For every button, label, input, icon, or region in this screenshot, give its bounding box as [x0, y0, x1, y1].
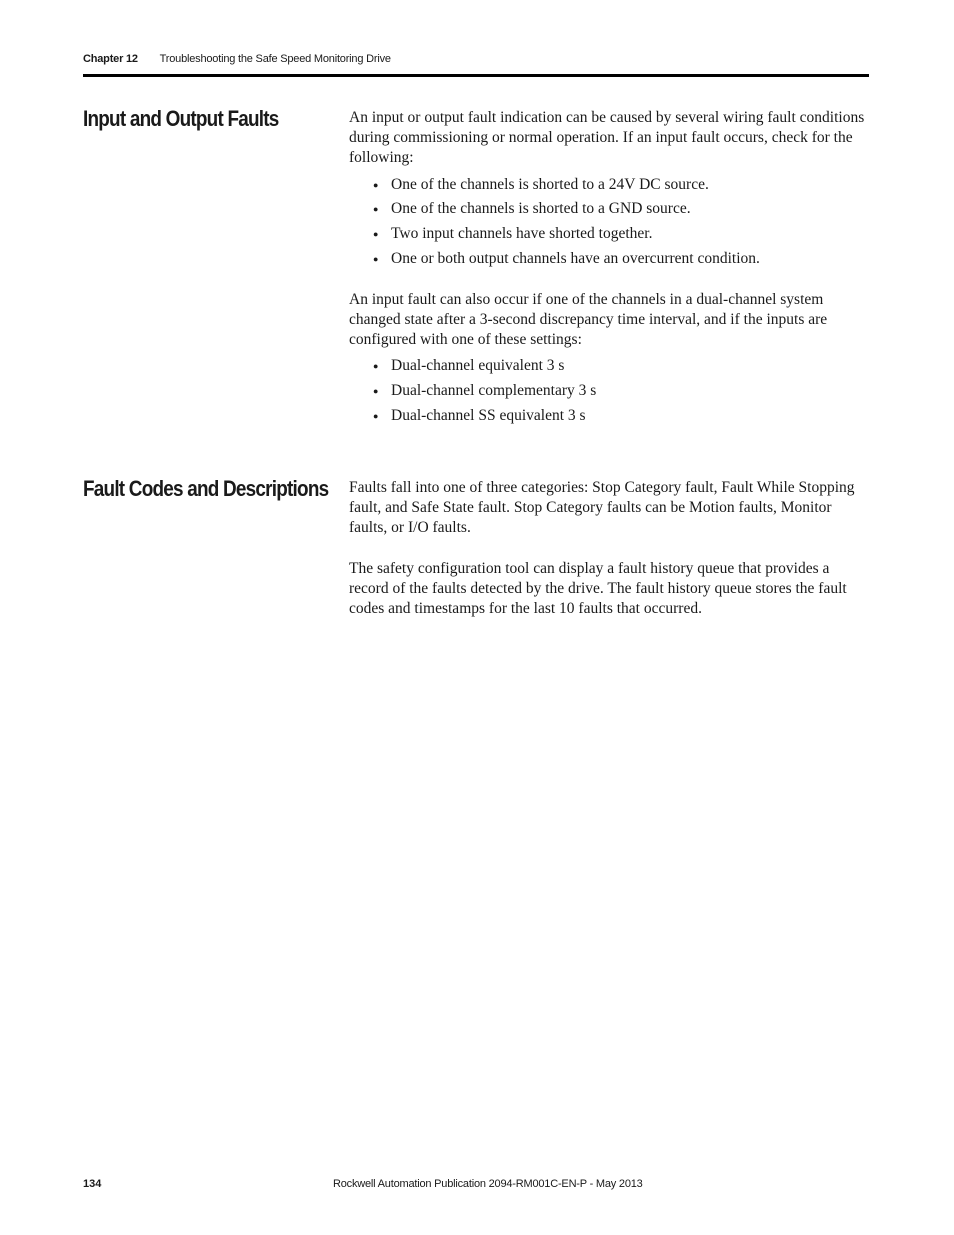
- list-item: ● One of the channels is shorted to a 24V DC source.: [349, 173, 869, 198]
- bullet-icon: ●: [373, 361, 379, 372]
- paragraph: Faults fall into one of three categories: Stop Category fault, Fault While Stopping fault, and Safe State fault. Stop Category faults can be Motion faults, Monitor faults, or I/O faults.: [349, 479, 855, 537]
- page-number: 134: [83, 1178, 102, 1190]
- bullet-icon: ●: [373, 254, 379, 264]
- section-heading: Fault Codes and Descriptions: [83, 476, 329, 501]
- bullet-icon: ●: [373, 386, 379, 397]
- section-body: [349, 478, 869, 619]
- bullet-icon: ●: [373, 179, 379, 190]
- paragraph: An input fault can also occur if one of the channels in a dual-channel system changed state after a 3-second discrepancy time interval, and if the inputs are configured with one of these settings:: [349, 290, 828, 349]
- running-header: [83, 53, 391, 65]
- publication-footer: Rockwell Automation Publication 2094-RM001C-EN-P - May 2013: [333, 1178, 643, 1190]
- list-item: ● One or both output channels have an overcurrent condition.: [349, 247, 869, 272]
- bullet-icon: ●: [373, 411, 379, 421]
- list-item: ● One of the channels is shorted to a GND source.: [349, 197, 869, 222]
- section-heading: Input and Output Faults: [83, 106, 279, 131]
- list-item: ● Two input channels have shorted together.: [349, 222, 869, 247]
- list-item: ● Dual-channel SS equivalent 3 s: [349, 404, 869, 429]
- header-rule: [83, 74, 869, 77]
- list-item: ● Dual-channel complementary 3 s: [349, 379, 869, 404]
- bullet-list: [349, 173, 869, 272]
- chapter-title: Troubleshooting the Safe Speed Monitoring Drive: [159, 53, 391, 65]
- bullet-icon: ●: [373, 204, 379, 215]
- paragraph: The safety configuration tool can display a fault history queue that provides a record of the faults detected by the drive. The fault history queue stores the fault codes and timestamps for the last 10 faults that occurred.: [349, 559, 847, 618]
- chapter-label: Chapter 12: [83, 53, 138, 65]
- list-item: ● Dual-channel equivalent 3 s: [349, 354, 869, 379]
- bullet-list: [349, 354, 869, 428]
- paragraph-intro: An input or output fault indication can be caused by several wiring fault conditions during commissioning or normal operation. If an input fault occurs, check for the following:: [349, 109, 865, 167]
- section-body: [349, 108, 869, 429]
- bullet-icon: ●: [373, 229, 379, 240]
